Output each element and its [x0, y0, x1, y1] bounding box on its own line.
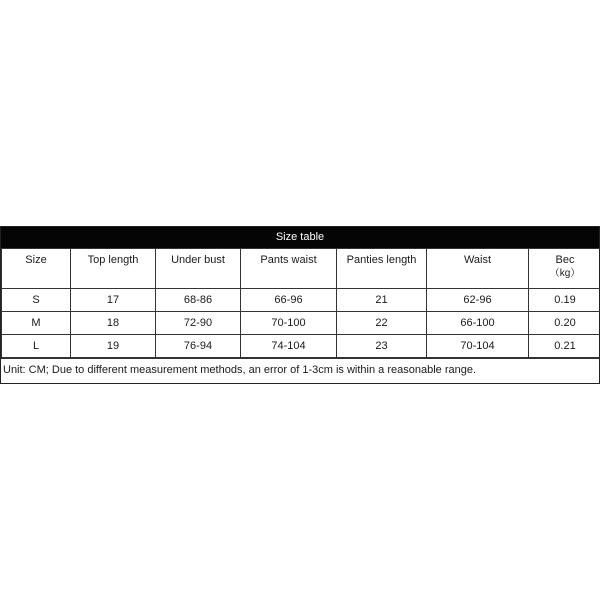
table-row: [2, 335, 600, 358]
size-table-container: [0, 226, 600, 384]
header-pants-waist: Pants waist: [241, 249, 337, 289]
size-table: [1, 248, 600, 358]
header-weight: [529, 249, 600, 289]
cell-panties-length: 21: [337, 289, 427, 312]
header-weight-label: Bec: [555, 254, 575, 266]
header-waist: Waist: [427, 249, 529, 289]
table-row: [2, 289, 600, 312]
cell-top-length: 17: [71, 289, 156, 312]
cell-pants-waist: 70-100: [241, 312, 337, 335]
cell-under-bust: 72-90: [156, 312, 241, 335]
header-weight-unit: （kg）: [549, 268, 581, 279]
cell-top-length: 19: [71, 335, 156, 358]
cell-size: L: [2, 335, 71, 358]
cell-panties-length: 22: [337, 312, 427, 335]
cell-pants-waist: 74-104: [241, 335, 337, 358]
cell-panties-length: 23: [337, 335, 427, 358]
cell-weight: 0.21: [529, 335, 600, 358]
cell-waist: 66-100: [427, 312, 529, 335]
cell-waist: 70-104: [427, 335, 529, 358]
cell-size: S: [2, 289, 71, 312]
cell-waist: 62-96: [427, 289, 529, 312]
cell-under-bust: 76-94: [156, 335, 241, 358]
table-row: [2, 312, 600, 335]
header-under-bust: Under bust: [156, 249, 241, 289]
cell-weight: 0.19: [529, 289, 600, 312]
cell-under-bust: 68-86: [156, 289, 241, 312]
cell-size: M: [2, 312, 71, 335]
table-footnote: Unit: CM; Due to different measurement methods, an error of 1-3cm is within a reasonable range.: [1, 358, 599, 383]
cell-weight: 0.20: [529, 312, 600, 335]
cell-top-length: 18: [71, 312, 156, 335]
header-size: Size: [2, 249, 71, 289]
header-panties-length: Panties length: [337, 249, 427, 289]
cell-pants-waist: 66-96: [241, 289, 337, 312]
header-top-length: Top length: [71, 249, 156, 289]
table-title: Size table: [1, 227, 599, 248]
header-row: [2, 249, 600, 289]
